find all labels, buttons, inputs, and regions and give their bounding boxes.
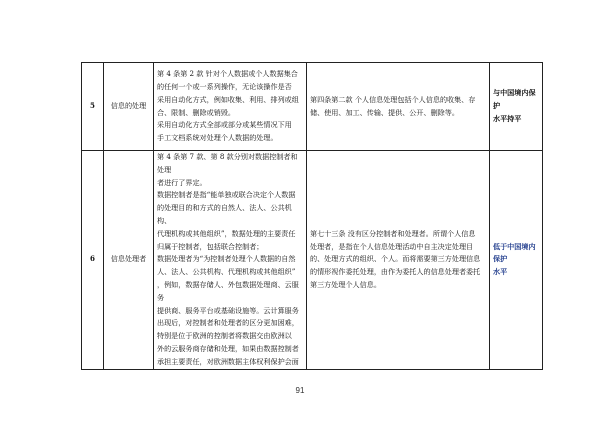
table-row [82,151,543,370]
pipl-provision-text: 第七十三条 没有区分控制者和处理者。所谓个人信息 处理者，是指在个人信息处理活动中自主决定处理目 的、处理方式的组织、个人。而将需要第三方处理信息 的情形视作委托处理，由作为委托人的信息处理者委托 第三方处理个人信息。 [310,228,481,289]
table-row [82,63,543,151]
comparison-table [81,62,543,370]
gdpr-provision-text: 第 4 条第 2 款 针对个人数据或个人数据集合 的任何一个或一系列操作，无论该操作是否 采用自动化方式，例如收集、利用、排列或组 合、限制、删除或销毁。 采用自动化方式全部或部分或某些情况下用 手工文档系统对处理个人数据的处理。 [157,69,299,143]
gdpr-provision-text: 第 4 条第 7 款、第 8 款分别对数据控制者和处理 者进行了界定。 数据控制者是指“能单独或联合决定个人数据 的处理目的和方式的自然人、法人、公共机构、 代理机构或其他组织”，数据处理的主要责任 归属于控制者，包括联合控制者； 数据处理者为“为控制者处理个人数据的自然 人、法人、公共机构、代理机构或其他组织” ，例如，数据存储人、外包数据处理商、云服务 提供商、服务平台或基础设施等。云计算服务 出现后，对控制者和处理者的区分更加困难， 特别是位于欧洲的控制者将数据交由欧洲以 外的云服务商存储和处理，如果由数据控制者 承担主要责任，对欧洲数据主体权利保护会面 [157,152,299,366]
term-cell: 信息处理者 [104,151,154,370]
assessment-text: 低于中国境内保护 水平 [493,241,536,277]
page-number: 91 [295,386,305,395]
row-number: 6 [82,151,104,370]
gdpr-provision-cell [154,63,307,151]
assessment-cell [490,63,543,151]
pipl-provision-cell [307,151,490,370]
assessment-cell [490,151,543,370]
term-cell: 信息的处理 [104,63,154,151]
row-number: 5 [82,63,104,151]
pipl-provision-text: 第四条第二款 个人信息处理包括个人信息的收集、存 储、使用、加工、传输、提供、公开、删除等。 [310,94,476,117]
assessment-text: 与中国境内保护 水平持平 [493,88,536,123]
gdpr-provision-cell [154,151,307,370]
pipl-provision-cell [307,63,490,151]
